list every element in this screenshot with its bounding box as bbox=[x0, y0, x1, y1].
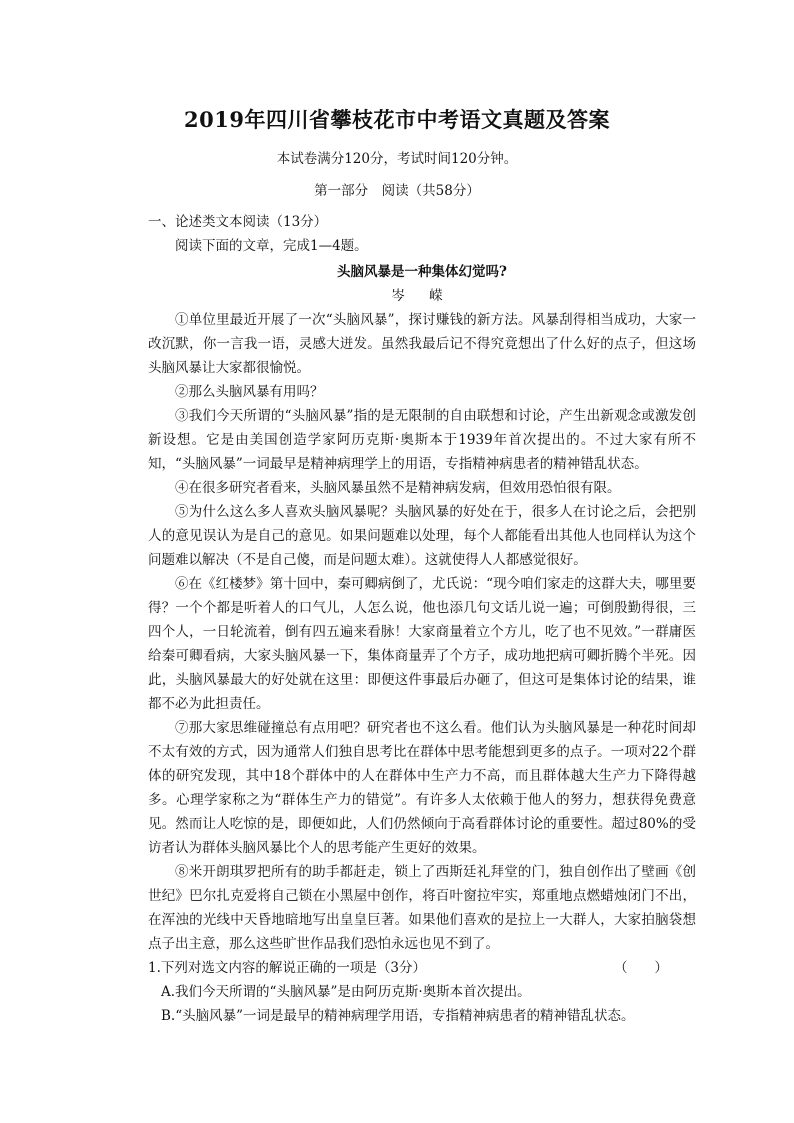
part-heading: 第一部分 阅读（共58分） bbox=[314, 183, 480, 199]
question-1 bbox=[148, 956, 696, 980]
question-stem: 1.下列对选文内容的解说正确的一项是（3分） bbox=[148, 960, 426, 976]
article-paragraph-7: ⑦那大家思维碰撞总有点用吧？研究者也不这么看。他们认为头脑风暴是一种花时间却不太有效的方式，因为通常人们独自思考比在群体中思考能想到更多的点子。一项对22个群体的研究发现，其中18个群体中的人在群体中生产力不高，而且群体越大生产力下降得越多。心理学家称之为“群体生产力的错觉”。有许多人太依赖于他人的努力，想获得免费意见。然而让人吃惊的是，即便如此，人们仍然倾向于高看群体讨论的重要性。超过80%的受访者认为群体头脑风暴比个人的思考能产生更好的效果。 bbox=[148, 720, 696, 856]
article-paragraph-3: ③我们今天所谓的“头脑风暴”指的是无限制的自由联想和讨论，产生出新观念或激发创新设想。它是由美国创造学家阿历克斯·奥斯本于1939年首次提出的。不过大家有所不知，“头脑风暴”一词最早是精神病理学上的用语，专指精神病患者的精神错乱状态。 bbox=[148, 408, 696, 472]
option-b: B.“头脑风暴”一词是最早的精神病理学用语，专指精神病患者的精神错乱状态。 bbox=[161, 1008, 635, 1024]
option-a: A.我们今天所谓的“头脑风暴”是由阿历克斯·奥斯本首次提出。 bbox=[161, 984, 531, 1000]
exam-info: 本试卷满分120分，考试时间120分钟。 bbox=[276, 151, 518, 167]
article-paragraph-2: ②那么头脑风暴有用吗？ bbox=[175, 384, 324, 400]
article-paragraph-8: ⑧米开朗琪罗把所有的助手都赶走，锁上了西斯廷礼拜堂的门，独自创作出了壁画《创世纪》巴尔扎克爱将自己锁在小黑屋中创作，将百叶窗拉牢实，郑重地点燃蜡烛闭门不出，在浑浊的光线中天昏地暗地写出皇皇巨著。如果他们喜欢的是拉上一大群人，大家拍脑袋想点子出主意，那么这些旷世作品我们恐怕永远也见不到了。 bbox=[148, 864, 696, 952]
article-title: 头脑风暴是一种集体幻觉吗? bbox=[337, 264, 507, 280]
article-paragraph-1: ①单位里最近开展了一次“头脑风暴”，探讨赚钱的新方法。风暴刮得相当成功，大家一改沉默，你一言我一语，灵感大迸发。虽然我最后记不得究竟想出了什么好的点子，但这场头脑风暴让大家都很愉悦。 bbox=[148, 312, 696, 376]
answer-blank: （ ） bbox=[614, 960, 668, 976]
article-paragraph-6: ⑥在《红楼梦》第十回中，秦可卿病倒了，尤氏说：“现今咱们家走的这群大夫，哪里要得？一个个都是听着人的口气儿，人怎么说，他也添几句文话儿说一遍；可倒殷勤得很，三四个人，一日轮流着，倒有四五遍来看脉！大家商量着立个方儿，吃了也不见效。”一群庸医给秦可卿看病，大家头脑风暴一下，集体商量弄了个方子，成功地把病可卿折腾个半死。因此，头脑风暴最大的好处就在这里：即便这件事最后办砸了，但这可是集体讨论的结果，谁都不必为此担责任。 bbox=[148, 576, 696, 712]
section-heading: 一、论述类文本阅读（13分） bbox=[148, 214, 328, 230]
document-body bbox=[148, 210, 696, 1028]
article-paragraph-4: ④在很多研究者看来，头脑风暴虽然不是精神病发病，但效用恐怕很有限。 bbox=[175, 480, 621, 496]
article-paragraph-5: ⑤为什么这么多人喜欢头脑风暴呢？头脑风暴的好处在于，很多人在讨论之后，会把别人的意见误认为是自己的意见。如果问题难以处理，每个人都能看出其他人也同样认为这个问题难以解决（不是自己傻，而是问题太难）。这就使得人人都感觉很好。 bbox=[148, 504, 696, 568]
reading-instruction: 阅读下面的文章，完成1—4题。 bbox=[175, 238, 368, 254]
article-author: 岑 嵘 bbox=[391, 288, 453, 304]
document-title: 2019年四川省攀枝花市中考语文真题及答案 bbox=[184, 107, 610, 132]
